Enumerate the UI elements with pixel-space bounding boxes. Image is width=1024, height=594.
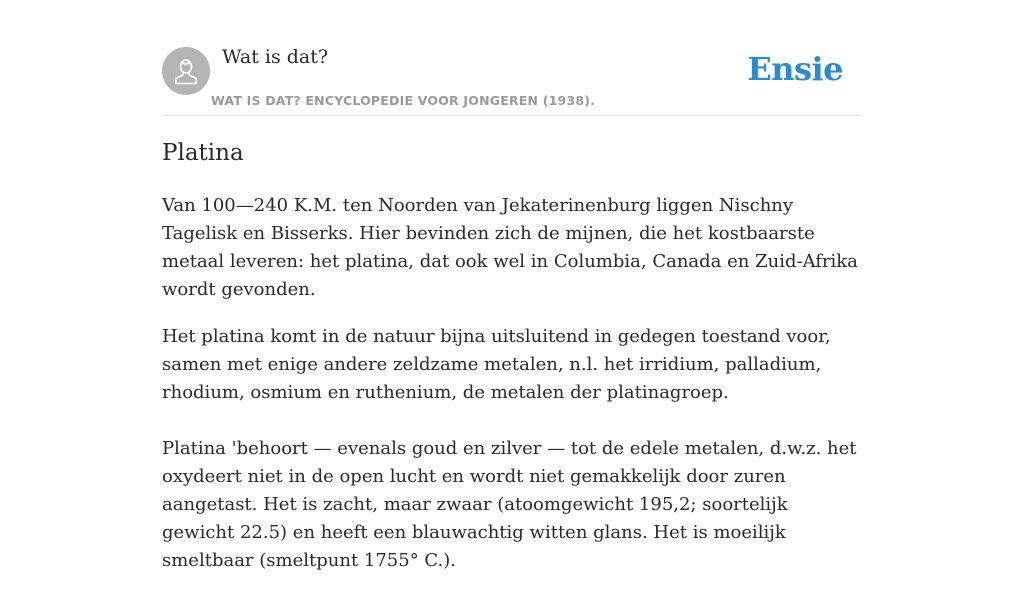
user-placeholder-icon xyxy=(162,47,210,95)
page xyxy=(162,0,862,571)
article-paragraph: Platina 'behoort — evenals goud en zilver — tot de edele metalen, d.w.z. het oxydeert niet in de open lucht en wordt niet gemakkelijk door zuren aangetast. Het is zacht, maar zwaar (atoomgewicht 195,2; soortelijk gewicht 22.5) en heeft een blauwachtig witten glans. Het is moeilijk smeltbaar (smeltpunt 1755° C.). xyxy=(162,438,857,571)
article-paragraph: Van 100—240 K.M. ten Noorden van Jekaterinenburg liggen Nischny Tagelisk en Bisserks. Hier bevinden zich de mijnen, die het kostbaarste metaal leveren: het platina, dat ook wel in Columbia, Canada en Zuid-Afrika wordt gevonden. xyxy=(162,195,858,300)
article-paragraph: Het platina komt in de natuur bijna uitsluitend in gedegen toestand voor, samen met enige andere zeldzame metalen, n.l. het irridium, palladium, rhodium, osmium en ruthenium, de metalen der platinagroep. xyxy=(162,326,831,403)
source-header xyxy=(162,0,862,116)
article-body xyxy=(162,192,862,594)
source-title[interactable]: Wat is dat? xyxy=(222,46,329,68)
brand-logo-link[interactable]: Ensie xyxy=(747,50,843,88)
avatar[interactable] xyxy=(162,47,210,95)
article-title: Platina xyxy=(162,140,244,166)
source-subtitle: WAT IS DAT? ENCYCLOPEDIE VOOR JONGEREN (1938). xyxy=(211,93,596,108)
